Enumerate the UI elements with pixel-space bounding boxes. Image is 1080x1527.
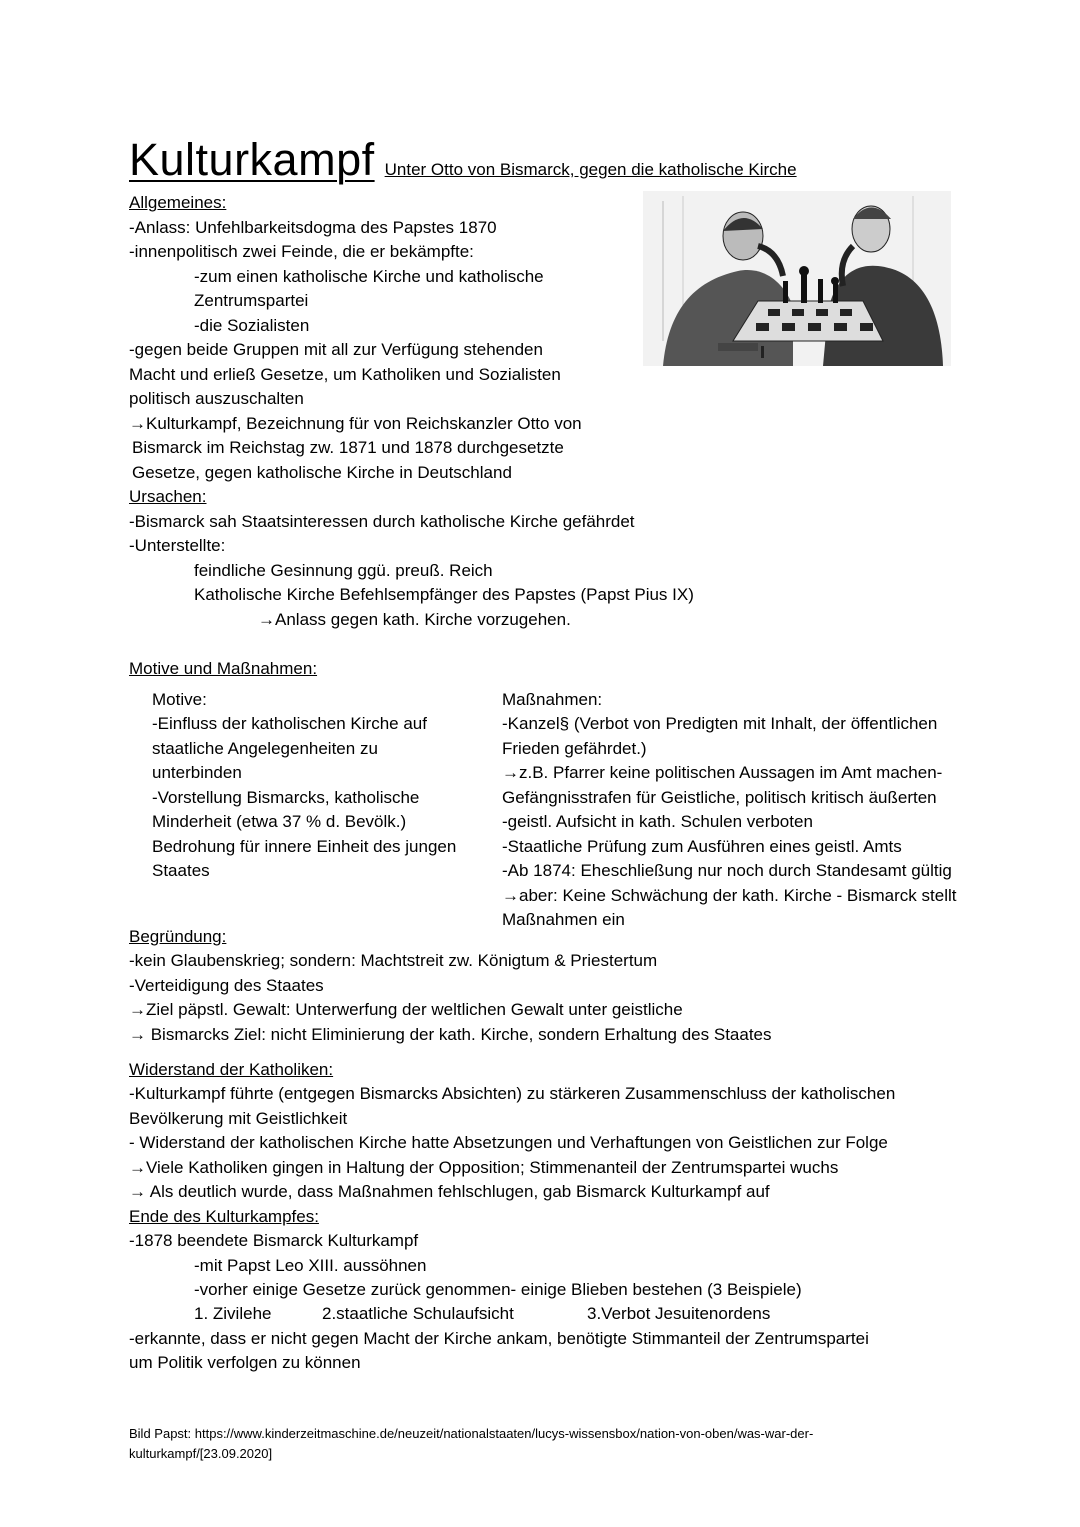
text-line: -Ab 1874: Eheschließung nur noch durch Standesamt gültig: [502, 861, 952, 880]
text-line: Bevölkerung mit Geistlichkeit: [129, 1109, 348, 1128]
text-line: -geistl. Aufsicht in kath. Schulen verboten: [502, 812, 813, 831]
text-line: -1878 beendete Bismarck Kulturkampf: [129, 1231, 419, 1250]
text-line: Staates: [152, 861, 210, 880]
text-line: Maßnahmen ein: [502, 910, 625, 929]
section-heading-ursachen: Ursachen:: [129, 487, 207, 506]
text-line: → Bismarcks Ziel: nicht Eliminierung der kath. Kirche, sondern Erhaltung des Staates: [129, 1025, 772, 1044]
text-line: -Verteidigung des Staates: [129, 976, 324, 995]
text-line: →aber: Keine Schwächung der kath. Kirche - Bismarck stellt: [502, 886, 957, 905]
page-subtitle: Unter Otto von Bismarck, gegen die katholische Kirche: [384, 160, 797, 179]
text-line: -Kulturkampf führte (entgegen Bismarcks Absichten) zu stärkeren Zusammenschluss der katholischen: [129, 1084, 896, 1103]
source-footer-line: kulturkampf/[23.09.2020]: [129, 1446, 273, 1461]
example-item: 2.staatliche Schulaufsicht: [322, 1304, 514, 1323]
page-title: Kulturkampf: [129, 134, 375, 185]
massnahmen-heading: Maßnahmen:: [502, 690, 603, 709]
text-line: -Unterstellte:: [129, 536, 226, 555]
section-heading-widerstand: Widerstand der Katholiken:: [129, 1060, 334, 1079]
text-line: Katholische Kirche Befehlsempfänger des Papstes (Papst Pius IX): [194, 585, 694, 604]
text-line: Frieden gefährdet.): [502, 739, 647, 758]
section-heading-ende: Ende des Kulturkampfes:: [129, 1207, 319, 1226]
text-line: Zentrumspartei: [194, 291, 309, 310]
text-line: →Ziel päpstl. Gewalt: Unterwerfung der weltlichen Gewalt unter geistliche: [129, 1000, 683, 1019]
text-line: -vorher einige Gesetze zurück genommen- einige Blieben bestehen (3 Beispiele): [194, 1280, 802, 1299]
section-heading-begruendung: Begründung:: [129, 927, 227, 946]
text-line: →Viele Katholiken gingen in Haltung der Opposition; Stimmenanteil der Zentrumspartei wuchs: [129, 1158, 839, 1177]
text-line: →z.B. Pfarrer keine politischen Aussagen im Amt machen-: [502, 763, 943, 782]
text-line: -innenpolitisch zwei Feinde, die er bekämpfte:: [129, 242, 474, 261]
text-line: -die Sozialisten: [194, 316, 310, 335]
text-line: -erkannte, dass er nicht gegen Macht der Kirche ankam, benötigte Stimmanteil der Zentrumspartei: [129, 1329, 869, 1348]
text-line: Gesetze, gegen katholische Kirche in Deutschland: [132, 463, 512, 482]
text-line: -zum einen katholische Kirche und katholische: [194, 267, 544, 286]
text-line: → Als deutlich wurde, dass Maßnahmen fehlschlugen, gab Bismarck Kulturkampf auf: [129, 1182, 770, 1201]
section-heading-motive-massnahmen: Motive und Maßnahmen:: [129, 659, 318, 678]
text-line: →Kulturkampf, Bezeichnung für von Reichskanzler Otto von: [129, 414, 582, 433]
text-line: unterbinden: [152, 763, 242, 782]
text-line: Gefängnisstrafen für Geistliche, politisch kritisch äußerten: [502, 788, 937, 807]
text-line: Macht und erließ Gesetze, um Katholiken und Sozialisten: [129, 365, 561, 384]
source-footer-line: Bild Papst: https://www.kinderzeitmaschine.de/neuzeit/nationalstaaten/lucys-wissensbox/nation-von-oben/was-war-der-: [129, 1426, 814, 1441]
text-line: -Bismarck sah Staatsinteressen durch katholische Kirche gefährdet: [129, 512, 635, 531]
motive-heading: Motive:: [152, 690, 207, 709]
text-line: - Widerstand der katholischen Kirche hatte Absetzungen und Verhaftungen von Geistlichen zur Folge: [129, 1133, 888, 1152]
text-line: feindliche Gesinnung ggü. preuß. Reich: [194, 561, 493, 580]
example-item: 3.Verbot Jesuitenordens: [587, 1304, 771, 1323]
chess-illustration: [643, 191, 951, 366]
text-line: -mit Papst Leo XIII. aussöhnen: [194, 1256, 427, 1275]
title-row: [129, 134, 797, 186]
text-line: -gegen beide Gruppen mit all zur Verfügung stehenden: [129, 340, 543, 359]
text-line: Minderheit (etwa 37 % d. Bevölk.): [152, 812, 407, 831]
section-heading-allgemeines: Allgemeines:: [129, 193, 227, 212]
text-line: um Politik verfolgen zu können: [129, 1353, 361, 1372]
example-item: 1. Zivilehe: [194, 1304, 272, 1323]
text-line: politisch auszuschalten: [129, 389, 304, 408]
text-line: staatliche Angelegenheiten zu: [152, 739, 378, 758]
text-line: →Anlass gegen kath. Kirche vorzugehen.: [258, 610, 571, 629]
text-line: -Kanzel§ (Verbot von Predigten mit Inhalt, der öffentlichen: [502, 714, 938, 733]
text-line: -Vorstellung Bismarcks, katholische: [152, 788, 420, 807]
text-line: -Einfluss der katholischen Kirche auf: [152, 714, 427, 733]
text-line: Bedrohung für innere Einheit des jungen: [152, 837, 457, 856]
text-line: Bismarck im Reichstag zw. 1871 und 1878 durchgesetzte: [132, 438, 564, 457]
text-line: -Anlass: Unfehlbarkeitsdogma des Papstes 1870: [129, 218, 497, 237]
text-line: -kein Glaubenskrieg; sondern: Machtstreit zw. Königtum & Priestertum: [129, 951, 658, 970]
text-line: -Staatliche Prüfung zum Ausführen eines geistl. Amts: [502, 837, 902, 856]
